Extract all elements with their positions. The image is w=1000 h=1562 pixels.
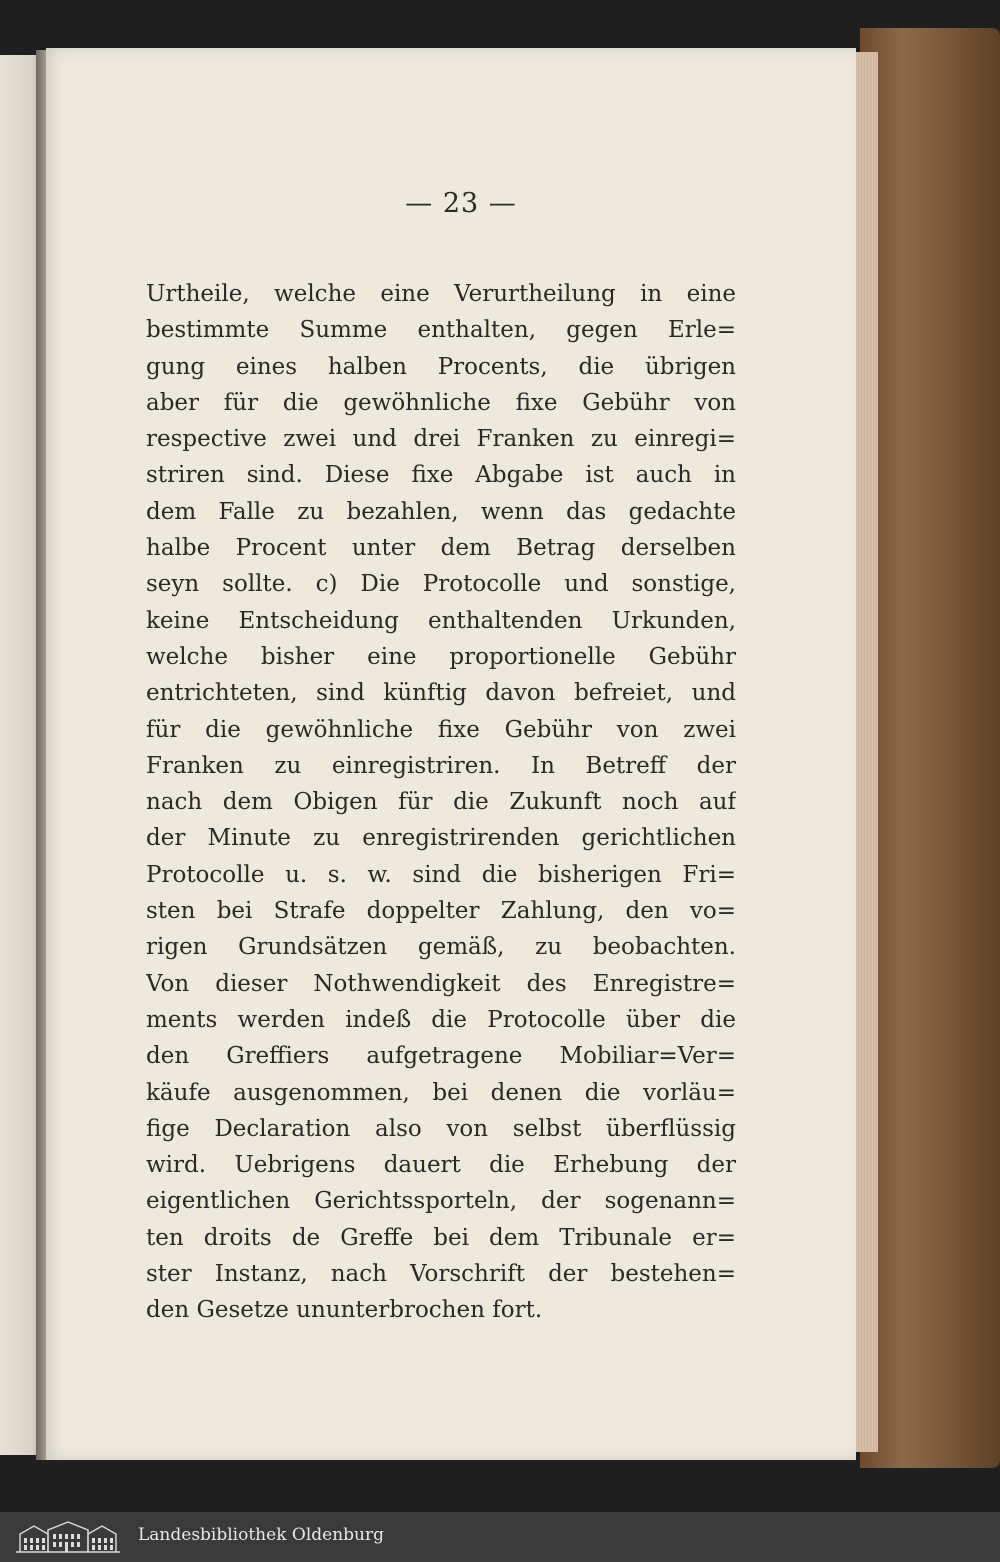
text-line: den Greffiers aufgetragene Mobiliar=Ver= bbox=[146, 1043, 736, 1070]
text-line: bestimmte Summe enthalten, gegen Erle= bbox=[146, 317, 736, 344]
book-page bbox=[46, 48, 856, 1460]
library-name: Landesbibliothek Oldenburg bbox=[138, 1525, 385, 1545]
text-line: eigentlichen Gerichtssporteln, der sogenann= bbox=[146, 1188, 736, 1215]
text-line: für die gewöhnliche fixe Gebühr von zwei bbox=[146, 716, 736, 743]
text-line: Urtheile, welche eine Verurtheilung in eine bbox=[146, 281, 736, 307]
text-line: dem Falle zu bezahlen, wenn das gedachte bbox=[146, 498, 736, 525]
text-line: wird. Uebrigens dauert die Erhebung der bbox=[146, 1152, 736, 1179]
library-building-icon bbox=[14, 1520, 122, 1554]
text-line: halbe Procent unter dem Betrag derselben bbox=[146, 535, 736, 562]
text-line: seyn sollte. c) Die Protocolle und sonstige, bbox=[146, 571, 736, 598]
text-line: Franken zu einregistriren. In Betreff der bbox=[146, 752, 736, 779]
text-line: striren sind. Diese fixe Abgabe ist auch in bbox=[146, 462, 736, 489]
text-line: käufe ausgenommen, bei denen die vorläu= bbox=[146, 1079, 736, 1106]
text-line: welche bisher eine proportionelle Gebühr bbox=[146, 643, 736, 670]
page-number: — 23 — bbox=[405, 188, 517, 219]
text-line: ments werden indeß die Protocolle über die bbox=[146, 1006, 736, 1033]
text-line: Von dieser Nothwendigkeit des Enregistre= bbox=[146, 970, 736, 997]
text-line: aber für die gewöhnliche fixe Gebühr von bbox=[146, 389, 736, 416]
text-line: Protocolle u. s. w. sind die bisherigen Fri= bbox=[146, 861, 736, 888]
text-line: den Gesetze ununterbrochen fort. bbox=[146, 1297, 543, 1324]
book-cover bbox=[860, 28, 1000, 1468]
text-line: sten bei Strafe doppelter Zahlung, den vo= bbox=[146, 898, 736, 925]
text-line: fige Declaration also von selbst überflüssig bbox=[146, 1115, 736, 1142]
text-line: entrichteten, sind künftig davon befreiet, und bbox=[146, 680, 736, 707]
facing-page bbox=[0, 55, 40, 1455]
text-line: rigen Grundsätzen gemäß, zu beobachten. bbox=[146, 934, 736, 961]
text-line: nach dem Obigen für die Zukunft noch auf bbox=[146, 789, 736, 816]
text-line: gung eines halben Procents, die übrigen bbox=[146, 353, 736, 380]
footer-bar bbox=[0, 1512, 1000, 1562]
page-body-text bbox=[146, 276, 736, 1329]
text-line: ten droits de Greffe bei dem Tribunale er= bbox=[146, 1224, 736, 1251]
text-line: keine Entscheidung enthaltenden Urkunden, bbox=[146, 607, 736, 634]
text-line: ster Instanz, nach Vorschrift der bestehen= bbox=[146, 1261, 736, 1288]
text-line: der Minute zu enregistrirenden gerichtlichen bbox=[146, 825, 736, 852]
text-line: respective zwei und drei Franken zu einregi= bbox=[146, 426, 736, 453]
